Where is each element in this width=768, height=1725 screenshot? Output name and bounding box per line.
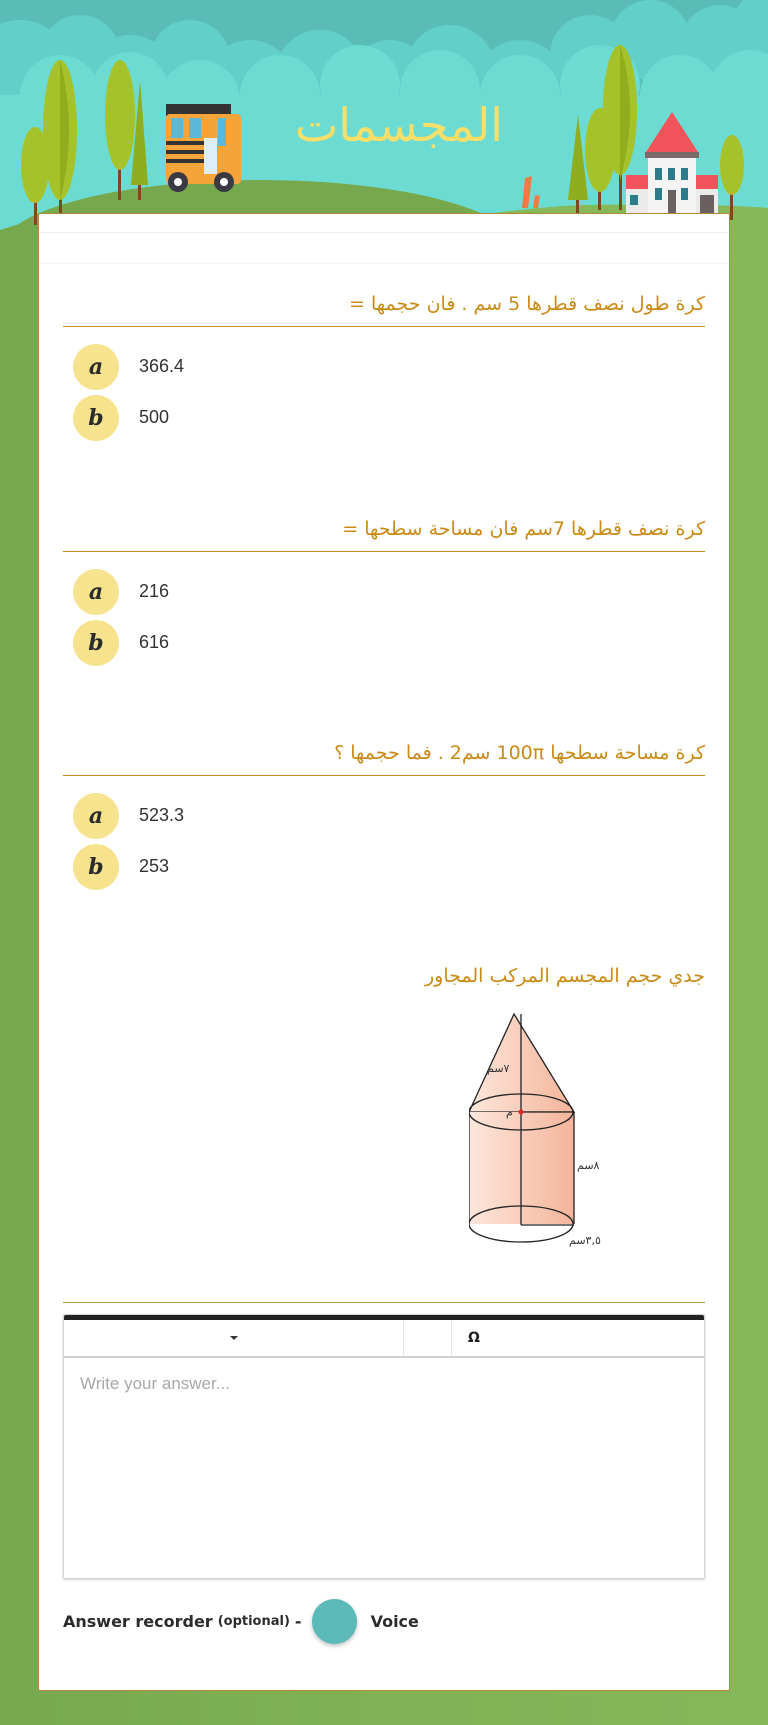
omega-icon: Ω: [468, 1330, 480, 1346]
composite-solid-figure: [469, 1004, 629, 1258]
toolbar-button[interactable]: [404, 1320, 452, 1356]
question-text: كرة طول نصف قطرها 5 سم . فان حجمها =: [349, 293, 705, 315]
divider: [63, 1302, 705, 1303]
options-list: [63, 341, 705, 443]
answer-input[interactable]: [64, 1358, 704, 1576]
option-letter-badge[interactable]: b: [73, 844, 119, 890]
option-a[interactable]: [63, 341, 705, 392]
special-characters-button[interactable]: [452, 1320, 704, 1356]
question-3: [63, 733, 705, 892]
cone-cylinder-diagram: [469, 1004, 629, 1254]
answer-editor: [63, 1314, 705, 1579]
divider: [63, 775, 705, 776]
svg-text:٧سم: ٧سم: [487, 1062, 510, 1075]
options-list: [63, 790, 705, 892]
question-4: [63, 956, 705, 996]
option-b[interactable]: [63, 841, 705, 892]
page-title: المجسمات: [294, 98, 504, 152]
divider: [63, 551, 705, 552]
caret-down-icon: [230, 1336, 238, 1340]
format-dropdown[interactable]: [64, 1320, 404, 1356]
option-value: 253: [139, 856, 170, 876]
option-a[interactable]: [63, 790, 705, 841]
voice-label: Voice: [370, 1611, 419, 1631]
svg-text:٨سم: ٨سم: [577, 1159, 600, 1172]
answer-recorder: [63, 1596, 419, 1646]
question-1: [63, 284, 705, 443]
option-letter-badge[interactable]: a: [73, 793, 119, 839]
question-2: [63, 509, 705, 668]
option-a[interactable]: [63, 566, 705, 617]
question-text: كرة نصف قطرها 7سم فان مساحة سطحها =: [342, 518, 705, 540]
question-text: كرة مساحة سطحها 100π سم2 . فما حجمها ؟: [334, 742, 705, 764]
editor-toolbar: [64, 1320, 704, 1358]
option-b[interactable]: [63, 617, 705, 668]
recorder-label: Answer recorder: [63, 1611, 213, 1631]
option-letter-badge[interactable]: b: [73, 620, 119, 666]
card-header-stripe: [39, 214, 729, 264]
recorder-dash: -: [294, 1611, 302, 1631]
option-b[interactable]: [63, 392, 705, 443]
option-value: 500: [139, 407, 170, 427]
option-letter-badge[interactable]: a: [73, 569, 119, 615]
record-voice-button[interactable]: [312, 1599, 357, 1644]
header-banner: [0, 0, 768, 240]
worksheet-card: [38, 213, 730, 1691]
option-letter-badge[interactable]: b: [73, 395, 119, 441]
recorder-optional-label: (optional): [217, 1613, 290, 1629]
option-value: 216: [139, 581, 170, 601]
options-list: [63, 566, 705, 668]
divider: [63, 326, 705, 327]
option-value: 366.4: [139, 356, 185, 376]
option-value: 616: [139, 632, 170, 652]
svg-text:م: م: [506, 1106, 513, 1119]
option-letter-badge[interactable]: a: [73, 344, 119, 390]
option-value: 523.3: [139, 805, 185, 825]
question-text: جدي حجم المجسم المركب المجاور: [424, 965, 705, 987]
svg-text:٣,٥سم: ٣,٥سم: [569, 1234, 601, 1247]
